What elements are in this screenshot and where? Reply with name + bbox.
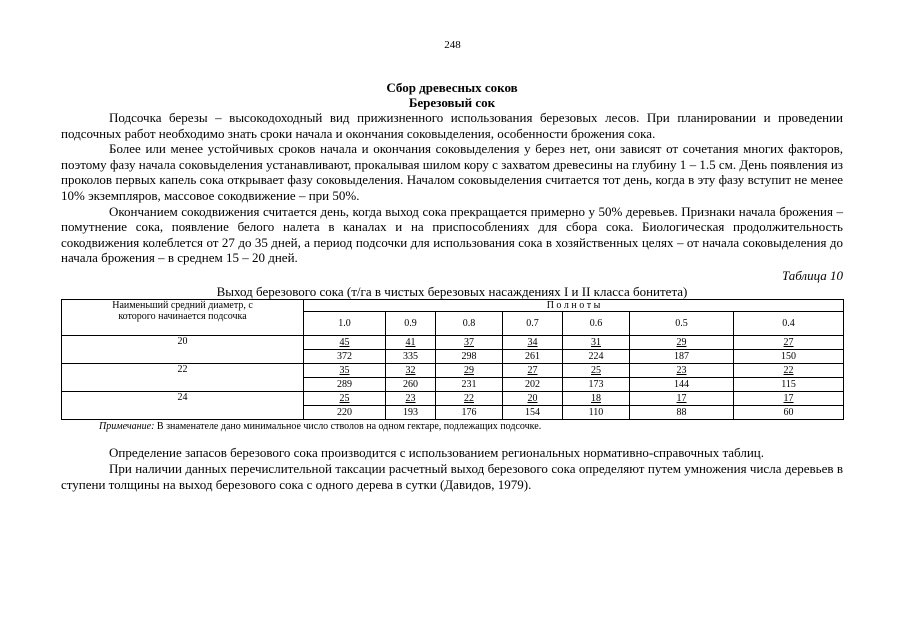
yield-value: 29 [676, 337, 687, 349]
tree-count-cell: 335 [386, 350, 436, 364]
paragraph: Подсочка березы – высокодоходный вид прижизненного использования березовых лесов. При планировании и проведении подсочных работ необходимо знать сроки начала и окончания соковыделения, особенности брожения сока. [61, 110, 843, 141]
yield-value: 41 [405, 337, 416, 349]
yield-numerator-cell [436, 336, 503, 350]
header-density-group: П о л н о т ы [304, 299, 844, 312]
header-density-value: 0.8 [436, 312, 503, 336]
table-row [62, 336, 844, 350]
yield-numerator-cell [563, 392, 630, 406]
yield-value: 22 [783, 365, 794, 377]
tree-count-cell: 60 [734, 406, 844, 420]
yield-value: 37 [464, 337, 474, 349]
page-content [61, 80, 843, 492]
header-density-value: 1.0 [304, 312, 386, 336]
yield-value: 18 [591, 393, 601, 405]
table-row [62, 364, 844, 378]
yield-numerator-cell [386, 364, 436, 378]
yield-value: 23 [405, 393, 416, 405]
yield-numerator-cell [304, 336, 386, 350]
yield-numerator-cell [630, 364, 734, 378]
section-subtitle: Березовый сок [408, 95, 496, 110]
yield-value: 25 [339, 393, 350, 405]
yield-value: 22 [464, 393, 474, 405]
table-note-text: В знаменателе дано минимальное число стволов на одном гектаре, подлежащих подсочке. [154, 421, 542, 433]
tree-count-cell: 260 [386, 378, 436, 392]
yield-value: 27 [783, 337, 794, 349]
yield-numerator-cell [563, 336, 630, 350]
yield-numerator-cell [386, 392, 436, 406]
tree-count-cell: 289 [304, 378, 386, 392]
yield-value: 32 [405, 365, 416, 377]
tree-count-cell: 176 [436, 406, 503, 420]
diameter-cell: 22 [62, 364, 304, 392]
yield-numerator-cell [734, 392, 844, 406]
tree-count-cell: 110 [563, 406, 630, 420]
yield-value: 17 [676, 393, 687, 405]
yield-numerator-cell [304, 392, 386, 406]
header-density-value: 0.9 [386, 312, 436, 336]
tree-count-cell: 193 [386, 406, 436, 420]
tree-count-cell: 372 [304, 350, 386, 364]
tree-count-cell: 187 [630, 350, 734, 364]
page-number: 248 [444, 39, 461, 51]
yield-numerator-cell [436, 364, 503, 378]
paragraph: Более или менее устойчивых сроков начала и окончания соковыделения у берез нет, они зависят от сочетания многих факторов, поэтому фазу начала соковыделения устанавливают, прокалывая шилом кору с захватом древесины на глубину 1 – 1.5 см. День появления из проколов первых капель сока открывает фазу соковыделения. Началом соковыделения считается тот день, когда в эту фазу вступит не менее 10% экземпляров, массовое сокодвижение – при 50%. [61, 141, 843, 203]
yield-numerator-cell [436, 392, 503, 406]
tree-count-cell: 88 [630, 406, 734, 420]
table-caption: Выход березового сока (т/га в чистых березовых насаждениях I и II класса бонитета) [216, 283, 688, 299]
tree-count-cell: 298 [436, 350, 503, 364]
header-density-value: 0.4 [734, 312, 844, 336]
paragraph: Определение запасов березового сока производится с использованием региональных нормативно-справочных таблиц. [109, 445, 764, 461]
yield-numerator-cell [503, 364, 563, 378]
tree-count-cell: 224 [563, 350, 630, 364]
yield-numerator-cell [563, 364, 630, 378]
paragraph: При наличии данных перечислительной таксации расчетный выход березового сока определяют путем умножения числа деревьев в ступени толщины на выход березового сока с одного дерева в сутки (Давидов, 1979). [61, 461, 843, 492]
yield-value: 34 [527, 337, 538, 349]
header-diameter: Наименьший средний диаметр, с которого начинается подсочка [62, 299, 304, 336]
tree-count-cell: 261 [503, 350, 563, 364]
table-header-row [62, 299, 844, 312]
yield-value: 23 [676, 365, 687, 377]
yield-value: 20 [527, 393, 538, 405]
table-note-label: Примечание: [99, 421, 155, 433]
yield-value: 45 [339, 337, 350, 349]
table-label: Таблица 10 [781, 267, 843, 283]
sap-yield-table [61, 299, 844, 421]
yield-value: 31 [591, 337, 601, 349]
tree-count-cell: 150 [734, 350, 844, 364]
header-density-value: 0.6 [563, 312, 630, 336]
paragraph: Окончанием сокодвижения считается день, когда выход сока прекращается примерно у 50% деревьев. Признаки начала брожения – помутнение сока, появление белого налета в каналах и на приспособлениях для сбора сока. Биологическая продолжительность сокодвижения колеблется от 27 до 35 дней, а период подсочки для использования сока в хозяйственных целях – от начала соковыделения до начала брожения – в среднем 15 – 20 дней. [61, 203, 843, 266]
section-title: Сбор древесных соков [386, 80, 518, 95]
yield-value: 35 [339, 365, 350, 377]
yield-numerator-cell [386, 336, 436, 350]
diameter-cell: 24 [62, 392, 304, 420]
yield-numerator-cell [304, 364, 386, 378]
tree-count-cell: 154 [503, 406, 563, 420]
tree-count-cell: 115 [734, 378, 844, 392]
tree-count-cell: 231 [436, 378, 503, 392]
yield-numerator-cell [630, 392, 734, 406]
tree-count-cell: 144 [630, 378, 734, 392]
yield-value: 29 [464, 365, 474, 377]
yield-numerator-cell [734, 364, 844, 378]
tree-count-cell: 173 [563, 378, 630, 392]
yield-numerator-cell [734, 336, 844, 350]
header-density-value: 0.7 [503, 312, 563, 336]
yield-numerator-cell [503, 392, 563, 406]
header-density-value: 0.5 [630, 312, 734, 336]
table-row [62, 392, 844, 406]
diameter-cell: 20 [62, 336, 304, 364]
yield-value: 17 [783, 393, 794, 405]
yield-numerator-cell [503, 336, 563, 350]
yield-numerator-cell [630, 336, 734, 350]
tree-count-cell: 220 [304, 406, 386, 420]
table-note [99, 421, 843, 433]
tree-count-cell: 202 [503, 378, 563, 392]
yield-value: 25 [591, 365, 601, 377]
yield-value: 27 [527, 365, 538, 377]
